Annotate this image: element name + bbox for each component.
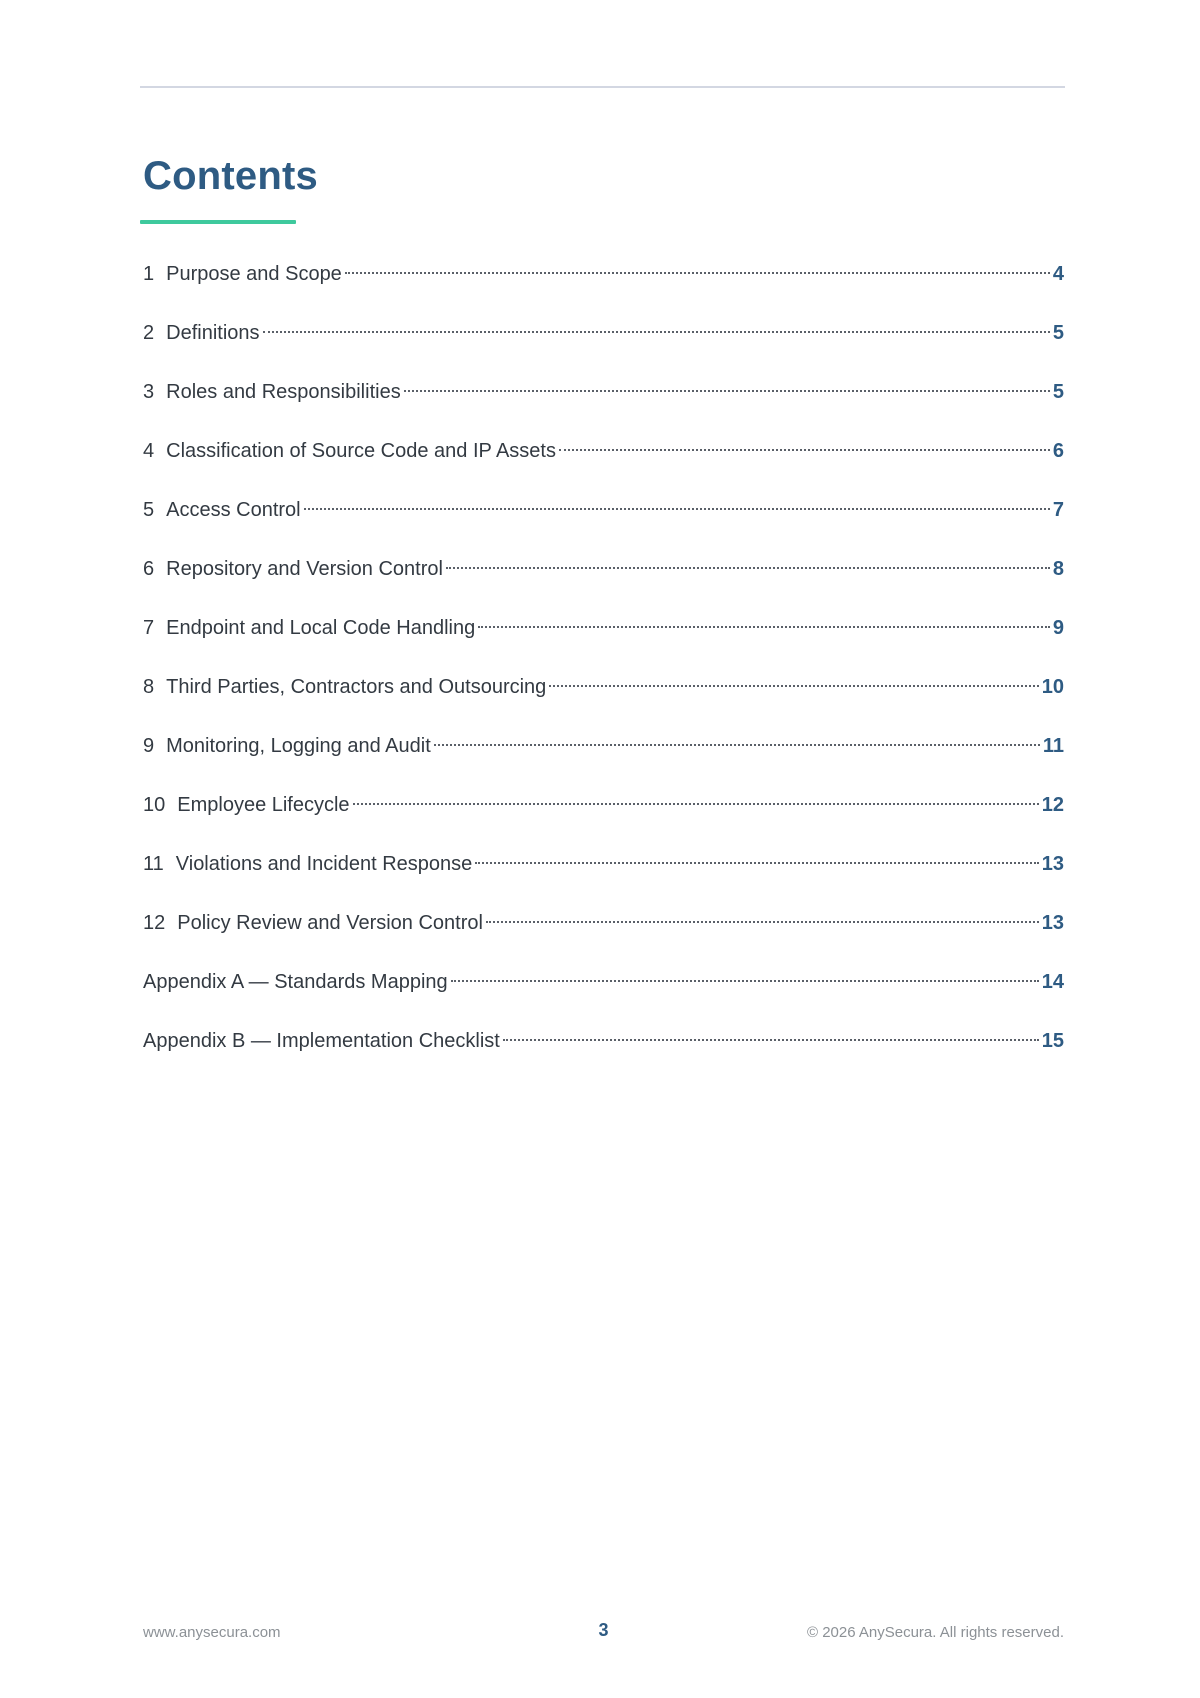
toc-entry-label: Monitoring, Logging and Audit: [166, 735, 431, 757]
toc-entry[interactable]: [143, 730, 1064, 789]
toc-entry-title: [143, 966, 448, 998]
toc-entry-title: [143, 848, 472, 880]
toc-entry-title: [143, 907, 483, 939]
toc-entry[interactable]: [143, 435, 1064, 494]
toc-entry-title: [143, 789, 350, 821]
toc-dot-leader: [549, 685, 1038, 687]
footer-page-number: 3: [598, 1620, 609, 1640]
toc-dot-leader: [475, 862, 1038, 864]
toc-entry-page: 11: [1042, 735, 1064, 757]
toc-entry[interactable]: [143, 671, 1064, 730]
toc-dot-leader: [486, 921, 1039, 923]
toc-entry-label: Appendix A — Standards Mapping: [143, 971, 448, 993]
toc-entry-title: [143, 376, 401, 408]
toc-entry-page: 6: [1052, 440, 1064, 462]
toc-entry-page: 10: [1041, 676, 1064, 698]
toc-entry-label: Third Parties, Contractors and Outsourcing: [166, 676, 547, 698]
toc-dot-leader: [503, 1039, 1039, 1041]
toc-dot-leader: [304, 508, 1050, 510]
toc-dot-leader: [353, 803, 1039, 805]
toc-entry-title: [143, 435, 556, 467]
footer-copyright: © 2026 AnySecura. All rights reserved.: [806, 1624, 1064, 1641]
toc-entry[interactable]: [143, 494, 1064, 553]
toc-dot-leader: [404, 390, 1050, 392]
toc-entry-label: Classification of Source Code and IP Assets: [166, 440, 556, 462]
toc-entry-page: 5: [1052, 381, 1064, 403]
toc-entry-number: 2: [143, 322, 155, 344]
toc-entry-number: 6: [143, 558, 155, 580]
toc-entry-title: [143, 1025, 500, 1057]
toc-entry-page: 15: [1041, 1030, 1064, 1052]
toc-entry-number: 9: [143, 735, 155, 757]
toc-entry-title: [143, 730, 431, 762]
toc-entry-page: 4: [1052, 263, 1064, 285]
toc-entry[interactable]: [143, 966, 1064, 1025]
toc-entry[interactable]: [143, 789, 1064, 848]
page-footer: [143, 1620, 1064, 1648]
toc-entry-page: 9: [1052, 617, 1064, 639]
toc-entry[interactable]: [143, 553, 1064, 612]
toc-entry-title: [143, 553, 443, 585]
toc-entry[interactable]: [143, 1025, 1064, 1084]
toc-dot-leader: [434, 744, 1040, 746]
header-divider: [140, 86, 1065, 88]
toc-entry-number: 5: [143, 499, 155, 521]
toc-entry-title: [143, 494, 301, 526]
toc-entry-page: 13: [1041, 853, 1064, 875]
toc-entry-title: [143, 258, 342, 290]
toc-dot-leader: [451, 980, 1039, 982]
toc-entry-number: 3: [143, 381, 155, 403]
toc-entry-page: 5: [1052, 322, 1064, 344]
toc-entry-number: 10: [143, 794, 166, 816]
toc-entry-label: Purpose and Scope: [166, 263, 342, 285]
toc-entry-number: 1: [143, 263, 155, 285]
toc-entry[interactable]: [143, 612, 1064, 671]
toc-entry-page: 12: [1041, 794, 1064, 816]
toc-entry-label: Access Control: [166, 499, 301, 521]
toc-dot-leader: [478, 626, 1050, 628]
toc-entry-number: 4: [143, 440, 155, 462]
toc-entry-title: [143, 612, 475, 644]
title-underline: [140, 220, 296, 224]
toc-entry-number: 7: [143, 617, 155, 639]
toc-entry-title: [143, 671, 546, 703]
toc-entry-label: Roles and Responsibilities: [166, 381, 401, 403]
toc-entry-label: Appendix B — Implementation Checklist: [143, 1030, 500, 1052]
toc-entry-number: 8: [143, 676, 155, 698]
toc-entry-label: Employee Lifecycle: [177, 794, 350, 816]
toc-entry-label: Repository and Version Control: [166, 558, 443, 580]
toc-entry-title: [143, 317, 260, 349]
page-title: Contents: [143, 154, 318, 198]
toc-entry[interactable]: [143, 907, 1064, 966]
toc-entry-page: 14: [1041, 971, 1064, 993]
toc-entry[interactable]: [143, 258, 1064, 317]
toc-dot-leader: [559, 449, 1050, 451]
toc-dot-leader: [345, 272, 1050, 274]
toc-entry-page: 13: [1041, 912, 1064, 934]
toc-dot-leader: [446, 567, 1050, 569]
toc-entry[interactable]: [143, 376, 1064, 435]
toc-entry[interactable]: [143, 317, 1064, 376]
toc-entry-label: Definitions: [166, 322, 260, 344]
table-of-contents: [143, 258, 1064, 1084]
toc-entry-label: Violations and Incident Response: [175, 853, 473, 875]
toc-entry[interactable]: [143, 848, 1064, 907]
toc-entry-page: 8: [1052, 558, 1064, 580]
footer-website: www.anysecura.com: [143, 1624, 281, 1641]
toc-entry-label: Policy Review and Version Control: [177, 912, 483, 934]
toc-entry-number: 11: [143, 853, 164, 875]
toc-entry-page: 7: [1052, 499, 1064, 521]
toc-dot-leader: [263, 331, 1050, 333]
toc-entry-number: 12: [143, 912, 166, 934]
toc-entry-label: Endpoint and Local Code Handling: [166, 617, 476, 639]
